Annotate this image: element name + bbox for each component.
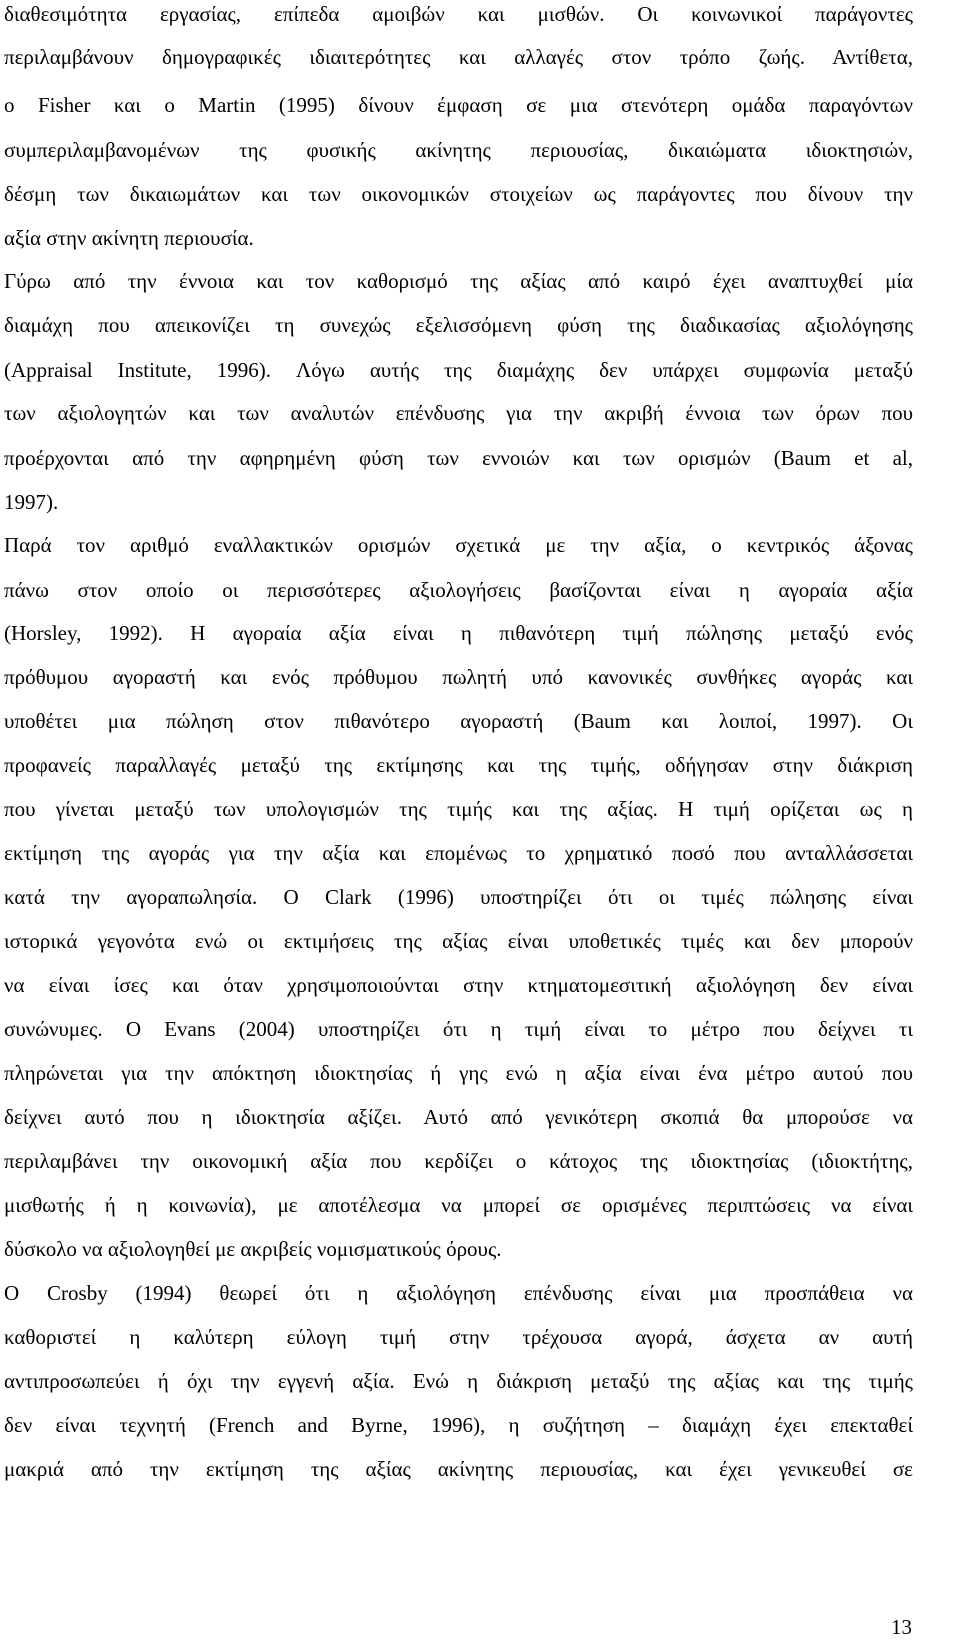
text-line: Παρά τον αριθμό εναλλακτικών ορισμών σχετικά με την αξία, ο κεντρικός άξονας — [4, 533, 913, 557]
text-line: δείχνει αυτό που η ιδιοκτησία αξίζει. Αυτό από γενικότερη σκοπιά θα μπορούσε να — [4, 1105, 913, 1129]
text-line: συμπεριλαμβανομένων της φυσικής ακίνητης περιουσίας, δικαιώματα ιδιοκτησιών, — [4, 138, 913, 162]
text-line: Ο Crosby (1994) θεωρεί ότι η αξιολόγηση επένδυσης είναι μια προσπάθεια να — [4, 1281, 913, 1305]
text-line: αντιπροσωπεύει ή όχι την εγγενή αξία. Ενώ η διάκριση μεταξύ της αξίας και της τιμής — [4, 1369, 913, 1393]
text-line: διαθεσιμότητα εργασίας, επίπεδα αμοιβών και μισθών. Οι κοινωνικοί παράγοντες — [4, 2, 913, 26]
text-line: δύσκολο να αξιολογηθεί με ακριβείς νομισματικούς όρους. — [4, 1237, 502, 1261]
text-line: μακριά από την εκτίμηση της αξίας ακίνητης περιουσίας, και έχει γενικευθεί σε — [4, 1457, 913, 1481]
text-line: προφανείς παραλλαγές μεταξύ της εκτίμησης και της τιμής, οδήγησαν στην διάκριση — [4, 753, 913, 777]
text-line: Γύρω από την έννοια και τον καθορισμό της αξίας από καιρό έχει αναπτυχθεί μία — [4, 269, 913, 293]
text-line: 1997). — [4, 490, 59, 514]
text-line: υποθέτει μια πώληση στον πιθανότερο αγοραστή (Baum και λοιποί, 1997). Οι — [4, 709, 913, 733]
text-line: (Horsley, 1992). Η αγοραία αξία είναι η πιθανότερη τιμή πώλησης μεταξύ ενός — [4, 621, 913, 645]
text-line: εκτίμηση της αγοράς για την αξία και επομένως το χρηματικό ποσό που ανταλλάσσεται — [4, 841, 913, 865]
page-number: 13 — [891, 1615, 912, 1639]
text-line: δεν είναι τεχνητή (French and Byrne, 1996), η συζήτηση – διαμάχη έχει επεκταθεί — [4, 1413, 913, 1437]
text-line: δέσμη των δικαιωμάτων και των οικονομικών στοιχείων ως παράγοντες που δίνουν την — [4, 182, 913, 206]
text-line: περιλαμβάνει την οικονομική αξία που κερδίζει ο κάτοχος της ιδιοκτησίας (ιδιοκτήτης, — [4, 1149, 913, 1173]
text-line: ιστορικά γεγονότα ενώ οι εκτιμήσεις της αξίας είναι υποθετικές τιμές και δεν μπορούν — [4, 929, 913, 953]
text-line: πάνω στον οποίο οι περισσότερες αξιολογήσεις βασίζονται είναι η αγοραία αξία — [4, 578, 913, 602]
text-line: συνώνυμες. Ο Evans (2004) υποστηρίζει ότι η τιμή είναι το μέτρο που δείχνει τι — [4, 1017, 913, 1041]
text-line: κατά την αγοραπωλησία. Ο Clark (1996) υποστηρίζει ότι οι τιμές πώλησης είναι — [4, 885, 913, 909]
text-line: που γίνεται μεταξύ των υπολογισμών της τιμής και της αξίας. Η τιμή ορίζεται ως η — [4, 797, 913, 821]
text-line: πρόθυμου αγοραστή και ενός πρόθυμου πωλητή υπό κανονικές συνθήκες αγοράς και — [4, 665, 913, 689]
text-line: να είναι ίσες και όταν χρησιμοποιούνται στην κτηματομεσιτική αξιολόγηση δεν είναι — [4, 973, 913, 997]
text-line: περιλαμβάνουν δημογραφικές ιδιαιτερότητες και αλλαγές στον τρόπο ζωής. Αντίθετα, — [4, 45, 913, 69]
text-line: προέρχονται από την αφηρημένη φύση των εννοιών και των ορισμών (Baum et al, — [4, 446, 913, 470]
text-line: των αξιολογητών και των αναλυτών επένδυσης για την ακριβή έννοια των όρων που — [4, 401, 913, 425]
text-line: καθοριστεί η καλύτερη εύλογη τιμή στην τρέχουσα αγορά, άσχετα αν αυτή — [4, 1325, 913, 1349]
text-line: (Appraisal Institute, 1996). Λόγω αυτής της διαμάχης δεν υπάρχει συμφωνία μεταξύ — [4, 358, 913, 382]
text-line: διαμάχη που απεικονίζει τη συνεχώς εξελισσόμενη φύση της διαδικασίας αξιολόγησης — [4, 313, 913, 337]
text-line: ο Fisher και ο Martin (1995) δίνουν έμφαση σε μια στενότερη ομάδα παραγόντων — [4, 93, 913, 117]
text-line: πληρώνεται για την απόκτηση ιδιοκτησίας ή γης ενώ η αξία είναι ένα μέτρο αυτού που — [4, 1061, 913, 1085]
text-line: μισθωτής ή η κοινωνία), με αποτέλεσμα να μπορεί σε ορισμένες περιπτώσεις να είναι — [4, 1193, 913, 1217]
text-line: αξία στην ακίνητη περιουσία. — [4, 226, 254, 250]
